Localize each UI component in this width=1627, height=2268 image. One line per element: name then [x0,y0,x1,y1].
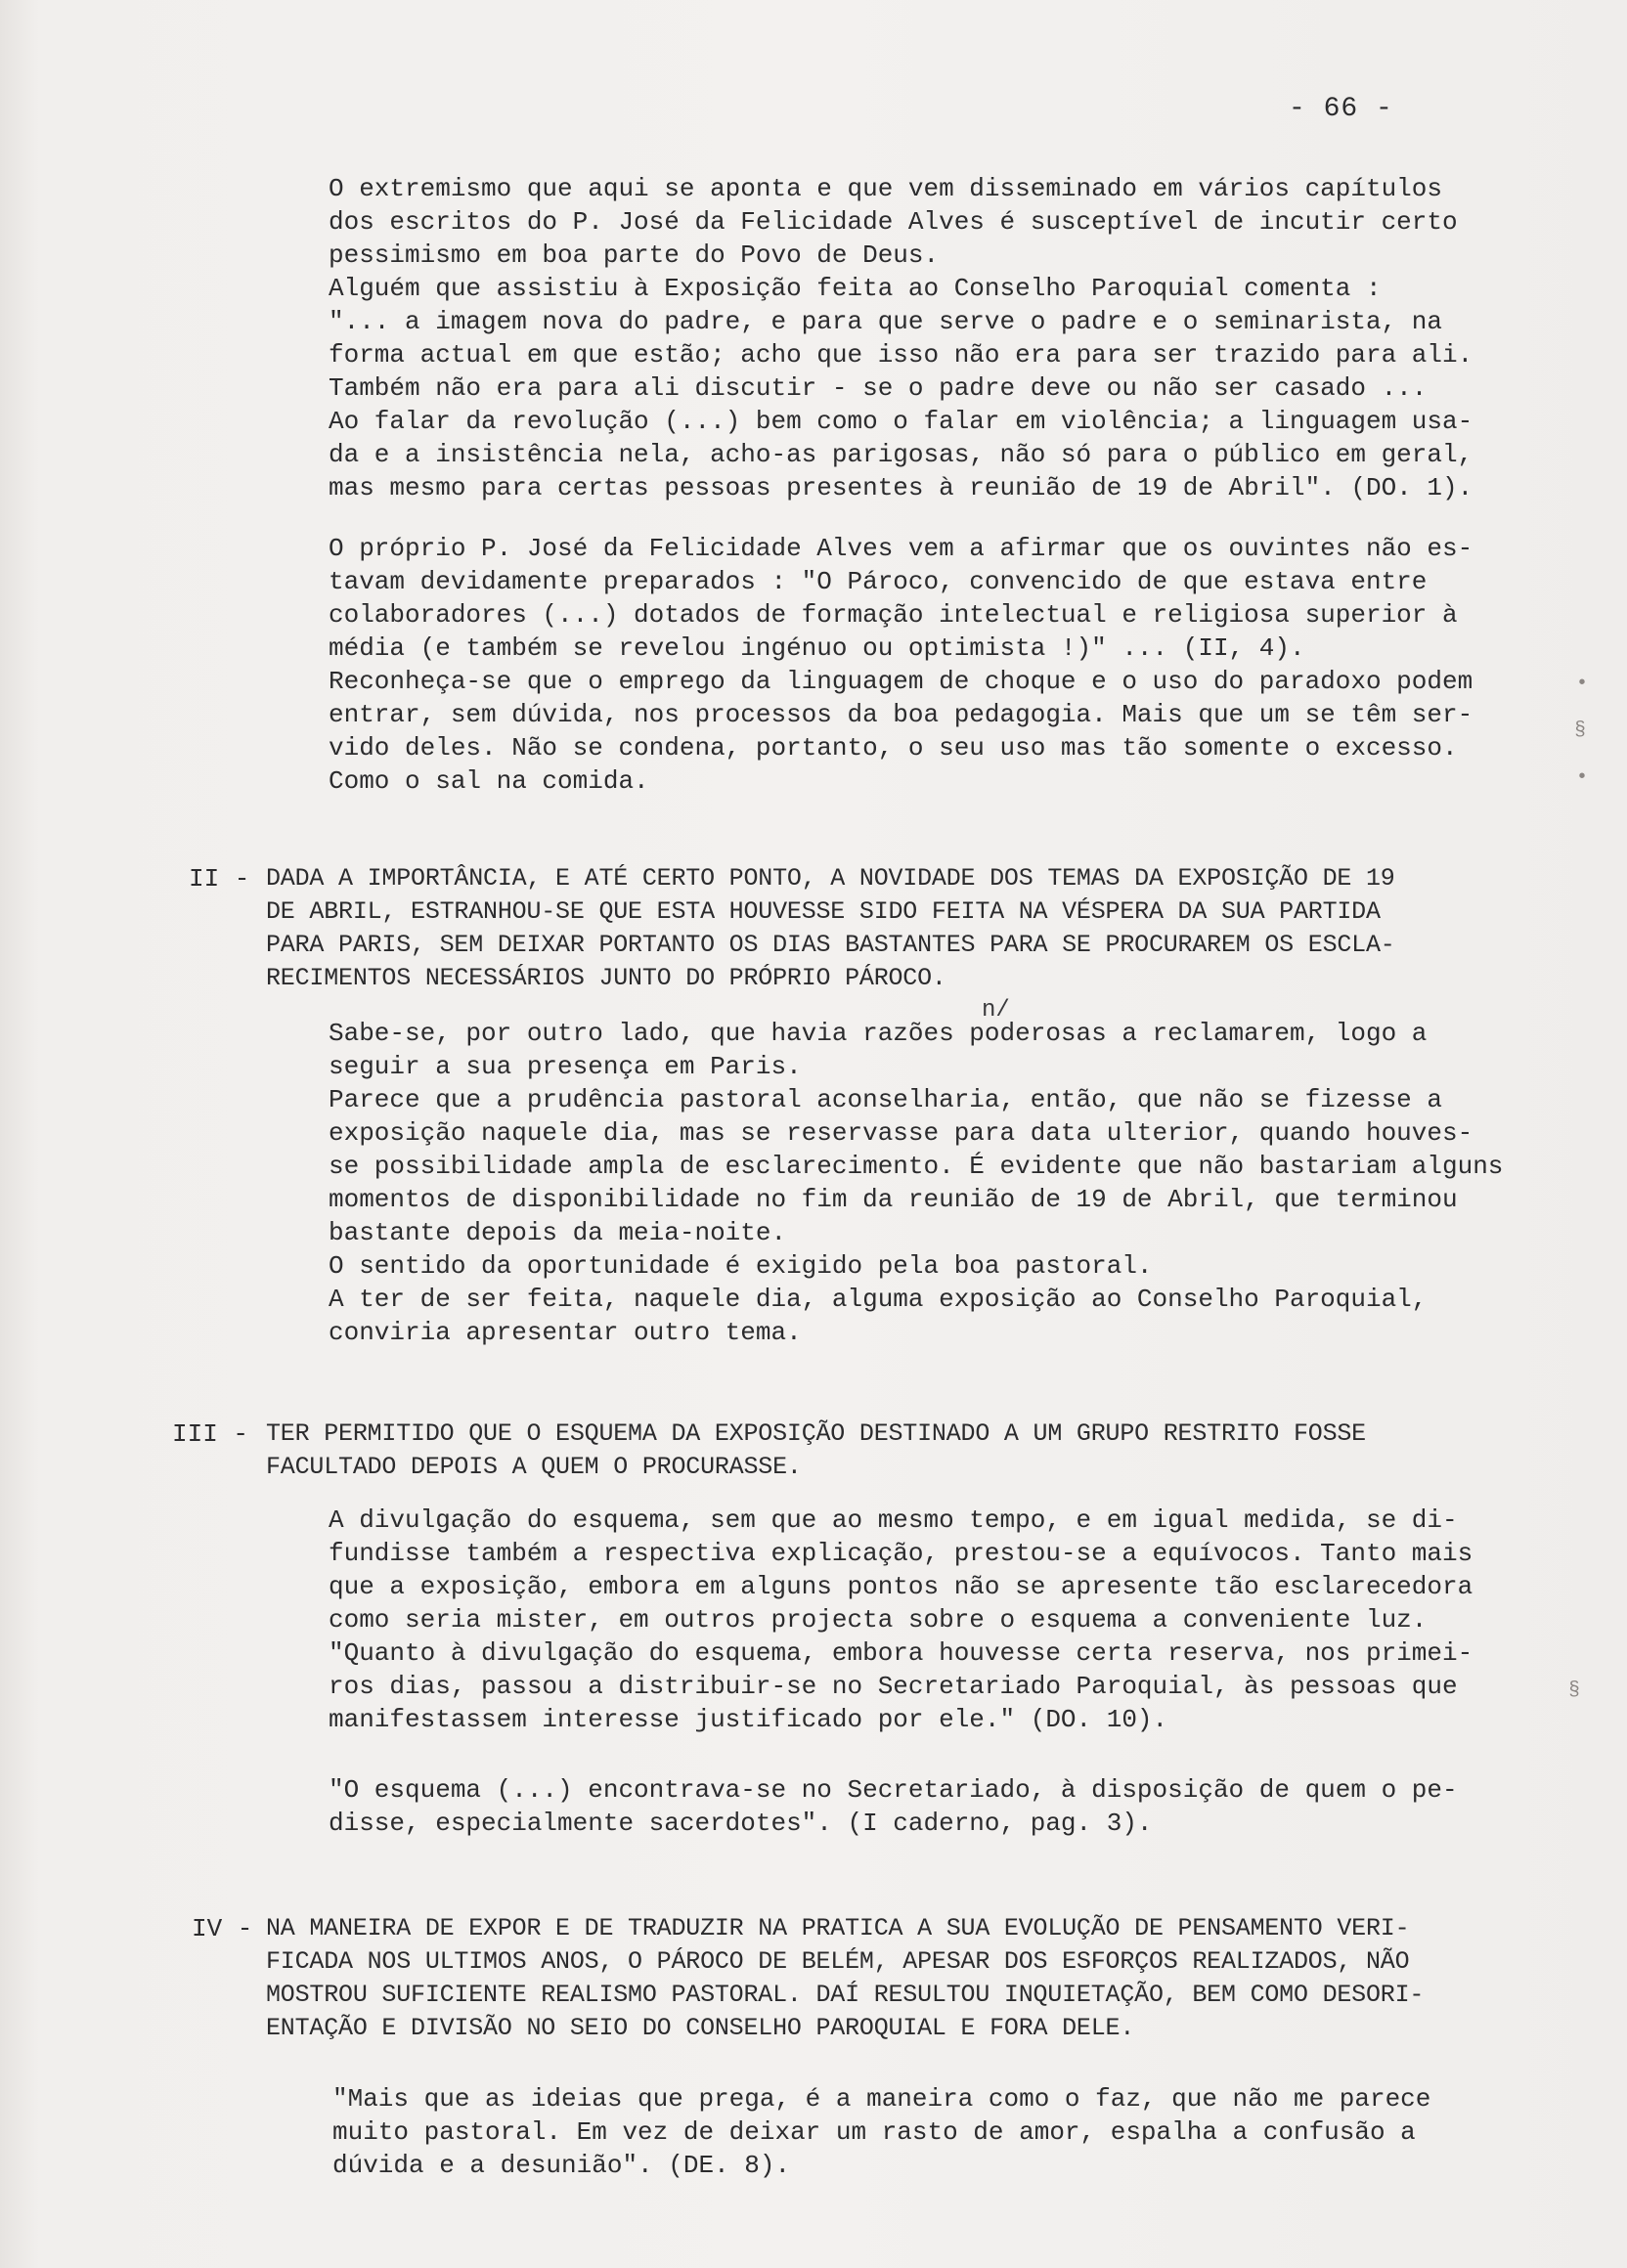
section-ii-body [329,1017,1503,1349]
text-line: Como o sal na comida. [329,766,649,796]
text-line: média (e também se revelou ingénuo ou optimista !)" ... (II, 4). [329,633,1305,663]
text-line: fundisse também a respectiva explicação, prestou-se a equívocos. Tanto mais [329,1539,1473,1568]
heading-line: DE ABRIL, ESTRANHOU-SE QUE ESTA HOUVESSE SIDO FEITA NA VÉSPERA DA SUA PARTIDA [266,897,1381,926]
text-line: disse, especialmente sacerdotes". (I caderno, pag. 3). [329,1809,1153,1838]
section-iii-heading [266,1418,1366,1484]
text-line: ros dias, passou a distribuir-se no Secretariado Paroquial, às pessoas que [329,1672,1458,1701]
text-line: pessimismo em boa parte do Povo de Deus. [329,240,940,270]
text-line: "Mais que as ideias que prega, é a maneira como o faz, que não me parece [332,2084,1431,2114]
text-line: momentos de disponibilidade no fim da reunião de 19 de Abril, que terminou [329,1185,1458,1214]
heading-line: FACULTADO DEPOIS A QUEM O PROCURASSE. [266,1453,802,1481]
section-iv-heading [266,1912,1424,2045]
paragraph-intro [329,172,1473,504]
text-line: Ao falar da revolução (...) bem como o falar em violência; a linguagem usa- [329,407,1473,436]
scan-speck: § [1568,1679,1581,1702]
text-line: mas mesmo para certas pessoas presentes à reunião de 19 de Abril". (DO. 1). [329,473,1473,502]
text-line: "... a imagem nova do padre, e para que serve o padre e o seminarista, na [329,307,1442,336]
heading-line: PARA PARIS, SEM DEIXAR PORTANTO OS DIAS BASTANTES PARA SE PROCURAREM OS ESCLA- [266,931,1395,959]
text-line: "O esquema (...) encontrava-se no Secretariado, à disposição de quem o pe- [329,1775,1458,1805]
text-line: se possibilidade ampla de esclarecimento. É evidente que não bastariam alguns [329,1152,1504,1181]
section-numeral-iv: IV - [192,1914,253,1943]
text-line: da e a insistência nela, acho-as parigosas, não só para o público em geral, [329,440,1473,469]
text-line: bastante depois da meia-noite. [329,1218,787,1247]
text-line: tavam devidamente preparados : "O Pároco, convencido de que estava entre [329,567,1428,596]
text-line: exposição naquele dia, mas se reservasse para data ulterior, quando houves- [329,1118,1473,1148]
text-line: Parece que a prudência pastoral aconselharia, então, que não se fizesse a [329,1085,1442,1114]
text-line: colaboradores (...) dotados de formação intelectual e religiosa superior à [329,600,1458,630]
heading-line: ENTAÇÃO E DIVISÃO NO SEIO DO CONSELHO PAROQUIAL E FORA DELE. [266,2014,1135,2042]
text-line: seguir a sua presença em Paris. [329,1052,802,1081]
text-line: vido deles. Não se condena, portanto, o seu uso mas tão somente o excesso. [329,733,1458,763]
text-line: como seria mister, em outros projecta sobre o esquema a conveniente luz. [329,1605,1428,1635]
text-line: O extremismo que aqui se aponta e que vem disseminado em vários capítulos [329,174,1442,203]
scan-speck: • [1576,766,1589,789]
page-number: - 66 - [1289,94,1393,124]
text-line: conviria apresentar outro tema. [329,1318,802,1347]
text-line: muito pastoral. Em vez de deixar um rasto de amor, espalha a confusão a [332,2117,1416,2147]
section-iv-quote [332,2082,1430,2182]
text-line: Alguém que assistiu à Exposição feita ao Conselho Paroquial comenta : [329,274,1382,303]
section-numeral-iii: III - [172,1419,249,1449]
text-line: entrar, sem dúvida, nos processos da boa pedagogia. Mais que um se têm ser- [329,700,1473,729]
text-line: dos escritos do P. José da Felicidade Alves é susceptível de incutir certo [329,207,1458,237]
text-line: forma actual em que estão; acho que isso não era para ser trazido para ali. [329,340,1473,370]
paragraph-proprio [329,532,1473,798]
text-line: O próprio P. José da Felicidade Alves vem a afirmar que os ouvintes não es- [329,534,1473,563]
scan-speck: § [1574,720,1587,742]
section-ii-heading [266,862,1395,995]
section-iii-body [329,1504,1473,1736]
text-line: "Quanto à divulgação do esquema, embora houvesse certa reserva, nos primei- [329,1638,1473,1668]
text-line: que a exposição, embora em alguns pontos não se apresente tão esclarecedora [329,1572,1473,1601]
section-numeral-ii: II - [189,864,250,894]
heading-line: TER PERMITIDO QUE O ESQUEMA DA EXPOSIÇÃO DESTINADO A UM GRUPO RESTRITO FOSSE [266,1419,1366,1448]
text-line: Sabe-se, por outro lado, que havia razões poderosas a reclamarem, logo a [329,1019,1428,1048]
text-line: dúvida e a desunião". (DE. 8). [332,2151,791,2180]
text-line: manifestassem interesse justificado por ele." (DO. 10). [329,1705,1168,1734]
text-line: O sentido da oportunidade é exigido pela boa pastoral. [329,1251,1153,1281]
text-line: A divulgação do esquema, sem que ao mesmo tempo, e em igual medida, se di- [329,1505,1458,1535]
text-line: Também não era para ali discutir - se o padre deve ou não ser casado ... [329,373,1428,403]
heading-line: MOSTROU SUFICIENTE REALISMO PASTORAL. DAÍ RESULTOU INQUIETAÇÃO, BEM COMO DESORI- [266,1981,1425,2009]
text-line: Reconheça-se que o emprego da linguagem de choque e o uso do paradoxo podem [329,667,1473,696]
handwritten-insert-mark: n/ [982,997,1010,1024]
text-line: A ter de ser feita, naquele dia, alguma exposição ao Conselho Paroquial, [329,1285,1428,1314]
heading-line: FICADA NOS ULTIMOS ANOS, O PÁROCO DE BELÉM, APESAR DOS ESFORÇOS REALIZADOS, NÃO [266,1947,1410,1976]
heading-line: RECIMENTOS NECESSÁRIOS JUNTO DO PRÓPRIO PÁROCO. [266,964,946,992]
heading-line: NA MANEIRA DE EXPOR E DE TRADUZIR NA PRATICA A SUA EVOLUÇÃO DE PENSAMENTO VERI- [266,1914,1410,1942]
section-iii-quote [329,1773,1458,1840]
heading-line: DADA A IMPORTÂNCIA, E ATÉ CERTO PONTO, A NOVIDADE DOS TEMAS DA EXPOSIÇÃO DE 19 [266,864,1395,893]
scan-speck: • [1576,673,1589,695]
